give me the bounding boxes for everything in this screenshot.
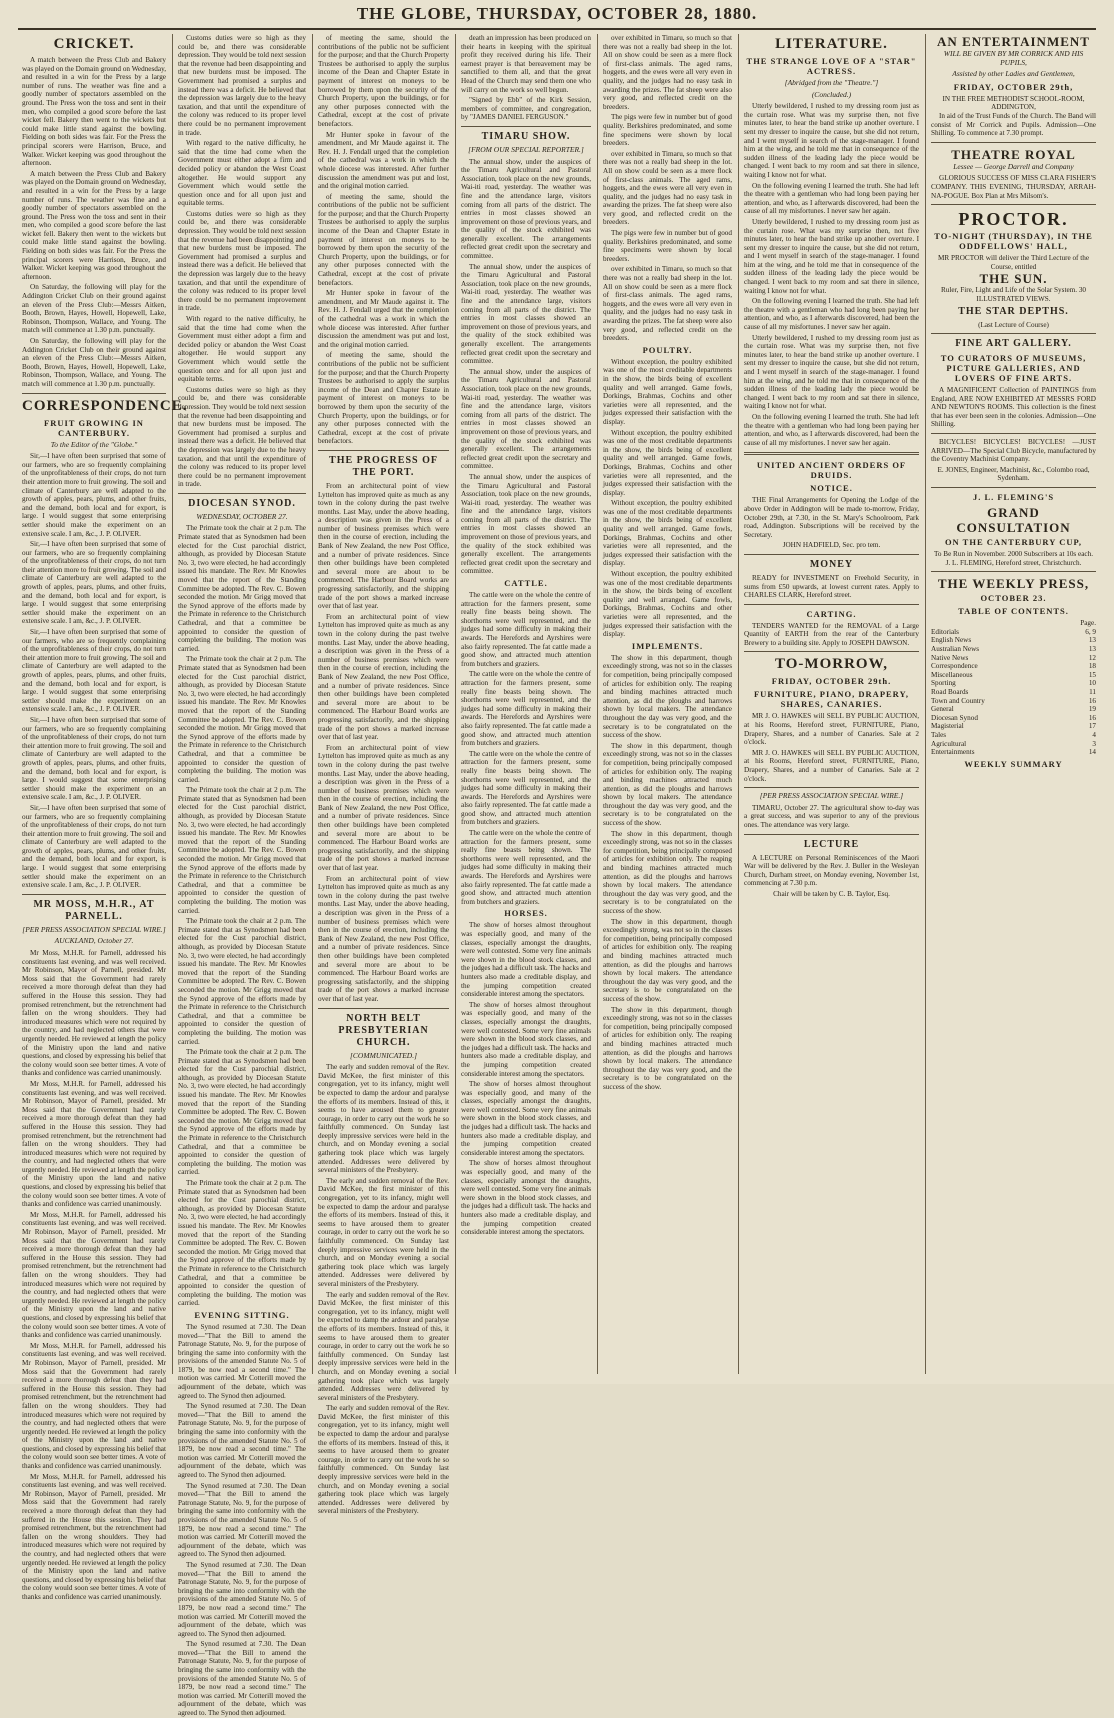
advert-heading: OCTOBER 23. [980, 593, 1047, 604]
toc-row [931, 671, 1096, 680]
toc-row [931, 679, 1096, 688]
article-text: With regard to the native difficulty, he said that the time had come when the Government must either adopt a firm and decided policy or abandon the West Coast altogether. He would support any Government which would settle the question once and for all upon just and equitable terms. [178, 315, 306, 384]
section-heading: CRICKET. [53, 36, 135, 52]
column-divider [455, 34, 456, 1374]
column-divider [925, 34, 926, 1374]
advert-text: IN THE FREE METHODIST SCHOOL-ROOM, ADDINGTON, [942, 94, 1085, 112]
toc-page: 14 [1088, 748, 1096, 757]
toc-item: Road Boards [931, 687, 969, 696]
article-text: On Saturday, the following will play for the Addington Cricket Club on their ground against an eleven of the Press Club:—Messrs Aitken, Booth, Brown, Hayes, Howell, Hopewell, Lake, Robinson, Thompson, Wallace, and Young. The match will commence at 1.30 p.m. punctually. [22, 283, 166, 335]
article-text: The Synod resumed at 7.30. The Dean moved—"That the Bill to amend the Patronage Statute, No. 9, for the purpose of bringing the same into conformity with the provisions of the amended Statute No. 5 of 1879, be now read a second time." The motion was carried. Mr Cotterill moved the adjournment of the debate, which was agreed to. The Synod then adjourned. [178, 1402, 306, 1479]
article-text: The Primate took the chair at 2 p.m. The Primate stated that as Synodsmen had been elected for the Cust parochial district, although, as provided by Diocesan Statute No. 3, two were elected, he had accordingly issued his mandate. The Rev. Mr Knowles moved that the report of the Standing Committee be adopted. The Rev. C. Bowen seconded the motion. Mr Grigg moved that the Synod approve of the efforts made by the Primate in reference to the Christchurch Cathedral, and that a committee be appointed to consider the question of completing the building. The motion was carried. [178, 1179, 306, 1308]
advert-text: BICYCLES! BICYCLES! BICYCLES! —JUST ARRIVED—The Special Club Bicycle, manufactured by the Coventry Machinist Company. [931, 438, 1096, 464]
article-text: Utterly bewildered, I rushed to my dressing room just as the curtain rose. What was my surprise then, not five minutes later, to hear the band strike up another overture. I sent my dresser to inquire the cause, but she did not return, and I went myself in search of the stage-manager. I found him at the wing, and he told me that in consequence of the sudden illness of the leading lady the piece would be changed. I went back to my room and sat there in silence, waiting I know not for what. [744, 102, 919, 179]
article-text: The Synod resumed at 7.30. The Dean moved—"That the Bill to amend the Patronage Statute, No. 9, for the purpose of bringing the same into conformity with the provisions of the amended Statute No. 5 of 1879, be now read a second time." The motion was carried. Mr Cotterill moved the adjournment of the debate, which was agreed to. The Synod then adjourned. [178, 1560, 306, 1638]
article-text: The Synod resumed at 7.30. The Dean moved—"That the Bill to amend the Patronage Statute, No. 9, for the purpose of bringing the same into conformity with the provisions of the amended Statute No. 5 of 1879, be now read a second time." The motion was carried. Mr Cotterill moved the adjournment of the debate, which was agreed to. The Synod then adjourned. [178, 1322, 306, 1400]
toc-row [931, 697, 1096, 706]
article-text: over exhibited in Timaru, so much so that there was not a really bad sheep in the lot. All on show could be seen as a mere flock of first-class animals. The aged rams, hoggets, and the ewes were all very even in quality, and the judges had no easy task in awarding the prizes. The fat sheep were also very good, and reflected credit on the breeders. [603, 265, 732, 343]
section-heading: THE PROGRESS OF THE PORT. [329, 454, 438, 478]
advert-text: TENDERS WANTED for the REMOVAL of a Large Quantity of EARTH from the rear of the Canterbury Brewery to a building site. Apply to JOSEPH DAWSON. [744, 621, 919, 647]
section-heading: HORSES. [504, 908, 548, 919]
advert-heading: THE STAR DEPTHS. [958, 305, 1069, 317]
advert-heading: J. L. FLEMING'S [972, 492, 1055, 503]
toc-item: Diocesan Synod [931, 713, 978, 722]
article-dateline: [PER PRESS ASSOCIATION SPECIAL WIRE.] [759, 791, 904, 801]
article-text: Mr Moss, M.H.R. for Parnell, addressed his constituents last evening, and was well received. Mr Robinson, Mayor of Parnell, presided. Mr Moss said that the Government had rarely received a more thorough defeat than they had suffered in the House this session. They had promised retrenchment, but the retrenchment had fallen on the wrong shoulders. They had introduced measures which were not required by the country, and had neglected others that were urgently needed. He reviewed at length the policy of the Ministry upon the land and native questions, and closed by expressing his belief that the colony would soon see better times. A vote of thanks and confidence was carried unanimously. [22, 1079, 166, 1209]
article-text: Utterly bewildered, I rushed to my dressing room just as the curtain rose. What was my surprise then, not five minutes later, to hear the band strike up another overture. I sent my dresser to inquire the cause, but she did not return, and I went myself in search of the stage-manager. I found him at the wing, and he told me that in consequence of the sudden illness of the leading lady the piece would be changed. I went back to my room and sat there in silence, waiting I know not for what. [744, 217, 919, 295]
advert-text: Assisted by other Ladies and Gentlemen, [952, 69, 1075, 79]
column-6 [744, 34, 919, 1374]
article-dateline: [PER PRESS ASSOCIATION SPECIAL WIRE.] [22, 924, 166, 934]
section-heading: MR MOSS, M.H.R., AT PARNELL. [33, 898, 155, 922]
article-text: Utterly bewildered, I rushed to my dressing room just as the curtain rose. What was my surprise then, not five minutes later, to hear the band strike up another overture. I sent my dresser to inquire the cause, but she did not return, and I went myself in search of the stage-manager. I found him at the wing, and he told me that in consequence of the sudden illness of the leading lady the piece would be changed. I went back to my room and sat there in silence, waiting I know not for what. [744, 333, 919, 411]
article-text: Mr Moss, M.H.R. for Parnell, addressed his constituents last evening, and was well received. Mr Robinson, Mayor of Parnell, presided. Mr Moss said that the Government had rarely received a more thorough defeat than they had suffered in the House this session. They had promised retrenchment, but the retrenchment had fallen on the wrong shoulders. They had introduced measures which were not required by the country, and had neglected others that were urgently needed. He reviewed at length the policy of the Ministry upon the land and native questions, and closed by expressing his belief that the colony would soon see better times. A vote of thanks and confidence was carried unanimously. [22, 1472, 166, 1601]
toc-item: Native News [931, 653, 969, 662]
advert-heading: FRIDAY, OCTOBER 29th, [953, 81, 1074, 92]
article-text: The early and sudden removal of the Rev. David McKee, the first minister of this congregation, yet to its infancy, might well be expected to damp the ardour and paralyse the efforts of its members. Instead of this, it seems to have aroused them to greater courage, in order to carry out the work he so faithfully commenced. On Sunday last deeply impressive services were held in the church, and on Monday evening a social gathering took place which was largely attended. Addresses were delivered by several ministers of the Presbytery. [318, 1404, 449, 1516]
article-text: The show in this department, though exceedingly strong, was not so in the classes for competition, being principally composed of articles for exhibition only. The reaping and binding machines attracted much attention, as did the ploughs and harrows shown by local makers. The attendance throughout the day was very good, and the secretary is to be congratulated on the success of the show. [603, 653, 732, 740]
article-text: The show in this department, though exceedingly strong, was not so in the classes for competition, being principally composed of articles for exhibition only. The reaping and binding machines attracted much attention, as did the ploughs and harrows shown by local makers. The attendance throughout the day was very good, and the secretary is to be congratulated on the success of the show. [603, 917, 732, 1003]
advert-heading: GRAND CONSULTATION [956, 505, 1071, 536]
article-text: On the following evening I learned the truth. She had left the theatre with a gentleman who had long been paying her attention, and who, as I afterwards discovered, had been the cause of all my misfortunes. I never saw her again. [744, 181, 919, 216]
advert-text: GLORIOUS SUCCESS OF MISS CLARA FISHER'S COMPANY. THIS EVENING, THURSDAY, ARRAH-NA-POGUE. Box Plan at Mrs Milsom's. [931, 174, 1096, 200]
toc-page: 11 [1089, 687, 1096, 696]
toc-page: 18 [1088, 662, 1096, 671]
advert-signature: Chair will be taken by C. B. Taylor, Esq. [773, 889, 890, 898]
article-text: death an impression has been produced on their hearts in keeping with the spiritual profit they received during his life. Their earnest prayer is that bereavement may be sanctified to them all, and that the great Head of the Church may send them one who will carry on the work so well begun. [461, 34, 591, 94]
article-text: Mr Moss, M.H.R. for Parnell, addressed his constituents last evening, and was well received. Mr Robinson, Mayor of Parnell, presided. Mr Moss said that the Government had rarely received a more thorough defeat than they had suffered in the House this session. They had promised retrenchment, but the retrenchment had fallen on the wrong shoulders. They had introduced measures which were not required by the country, and had neglected others that were urgently needed. He reviewed at length the policy of the Ministry upon the land and native questions, and closed by expressing his belief that the colony would soon see better times. A vote of thanks and confidence was carried unanimously. [22, 1341, 166, 1471]
article-text: The Primate took the chair at 2 p.m. The Primate stated that as Synodsmen had been elected for the Cust parochial district, although, as provided by Diocesan Statute No. 3, two were elected, he had accordingly issued his mandate. The Rev. Mr Knowles moved that the report of the Standing Committee be adopted. The Rev. C. Bowen seconded the motion. Mr Grigg moved that the Synod approve of the efforts made by the Primate in reference to the Christchurch Cathedral, and that a committee be appointed to consider the question of completing the building. The motion was carried. [178, 524, 306, 653]
article-text: The show in this department, though exceedingly strong, was not so in the classes for competition, being principally composed of articles for exhibition only. The reaping and binding machines attracted much attention, as did the ploughs and harrows shown by local makers. The attendance throughout the day was very good, and the secretary is to be congratulated on the success of the show. [603, 1005, 732, 1091]
advert-text: A MAGNIFICENT Collection of PAINTINGS from England, ARE NOW EXHIBITED AT MESSRS FORD AND NEWTON'S ROOMS. This collection is the finest that has ever been seen in the colonies. Admission—One Shilling. [931, 386, 1096, 429]
column-divider [312, 34, 313, 1374]
article-text: The pigs were few in number but of good quality. Berkshires predominated, and some fine specimens were shown by local breeders. [603, 113, 732, 148]
toc-page: 13 [1088, 645, 1096, 653]
article-dateline: [FROM OUR SPECIAL REPORTER.] [468, 144, 584, 154]
article-text: Without exception, the poultry exhibited was one of the most creditable departments in the show, the birds being of excellent quality and well arranged. Game fowls, Dorkings, Brahmas, Cochins and other varieties were all represented, and the judges expressed their satisfaction with the display. [603, 357, 732, 426]
masthead-rule [18, 28, 1096, 30]
advert-heading: FURNITURE, PIANO, DRAPERY, SHARES, CANARIES. [753, 689, 910, 710]
article-text: Customs duties were so high as they could be, and there was considerable depression. They would be told next session that the revenue had been disappointing and that new burdens must be imposed. The Government had promised a surplus and instead there was a deficit. He believed that the depression was largely due to the heavy taxation, and that until the expenditure of the colony was reduced to its proper level there could be no permanent improvement in trade. [178, 34, 306, 137]
article-text: Customs duties were so high as they could be, and there was considerable depression. They would be told next session that the revenue had been disappointing and that new burdens must be imposed. The Government had promised a surplus and instead there was a deficit. He believed that the depression was largely due to the heavy taxation, and that until the expenditure of the colony was reduced to its proper level there could be no permanent improvement in trade. [178, 385, 306, 489]
article-text: Customs duties were so high as they could be, and there was considerable depression. They would be told next session that the revenue had been disappointing and that new burdens must be imposed. The Government had promised a surplus and instead there was a deficit. He believed that the depression was largely due to the heavy taxation, and that until the expenditure of the colony was reduced to its proper level there could be no permanent improvement in trade. [178, 209, 306, 313]
toc-page: 10 [1088, 679, 1096, 688]
advert-text: (Last Lecture of Course) [978, 320, 1049, 329]
advert-heading: FRIDAY, OCTOBER 29th. [771, 676, 892, 687]
advert-signature: E. JONES, Engineer, Machinist, &c., Colombo road, Sydenham. [937, 465, 1090, 483]
article-text: "Signed by Ebb" of the Kirk Session, members of committee, and congregation, by "JAMES DANIEL FERGUSON." [461, 96, 591, 122]
article-text: Sir,—I have often been surprised that some of our farmers, who are so frequently complaining of the unprofitableness of their crops, do not turn their attention more to fruit growing. The soil and climate of Canterbury are well adapted to the growth of apples, pears, plums, and other fruits, and the demand, both local and for export, is large. I would suggest that some enterprising settler should make the experiment on an extensive scale. I am, &c., J. P. OLIVER. [22, 803, 166, 890]
toc-page: 12 [1088, 653, 1096, 662]
article-text: Without exception, the poultry exhibited was one of the most creditable departments in the show, the birds being of excellent quality and well arranged. Game fowls, Dorkings, Brahmas, Cochins and other varieties were all represented, and the judges expressed their satisfaction with the display. [603, 570, 732, 639]
toc-page: 16 [1088, 713, 1096, 722]
article-text: Sir,—I have often been surprised that some of our farmers, who are so frequently complaining of the unprofitableness of their crops, do not turn their attention more to fruit growing. The soil and climate of Canterbury are well adapted to the growth of apples, pears, plums, and other fruits, and the demand, both local and for export, is large. I would suggest that some enterprising settler should make the experiment on an extensive scale. I am, &c., J. P. OLIVER. [22, 452, 166, 538]
column-3 [318, 34, 449, 1516]
article-text: The annual show, under the auspices of the Timaru Agricultural and Pastoral Association, took place on the new grounds, Wai-iti road, yesterday. The weather was fine and the attendance large, visitors coming from all parts of the district. The entries in most classes showed an improvement on those of previous years, and the quality of the stock exhibited was generally excellent. The arrangements reflected great credit upon the secretary and committee. [461, 262, 591, 366]
article-text: The cattle were on the whole the centre of attraction for the farmers present, some really fine beasts being shown. The shorthorns were well represented, and the judges had some difficulty in making their awards. The Herefords and Ayrshires were also fairly represented. The fat cattle made a good show, and attracted much attention from butchers and graziers. [461, 749, 591, 827]
section-heading: EVENING SITTING. [194, 1309, 290, 1320]
article-subheading: THE STRANGE LOVE OF A "STAR" ACTRESS. [746, 56, 917, 76]
section-heading: NORTH BELT PRESBYTERIAN CHURCH. [338, 1012, 429, 1048]
toc-row [931, 654, 1096, 663]
toc-page: 15 [1088, 670, 1096, 679]
toc-item: Miscellaneous [931, 670, 973, 679]
article-text: The show of horses almost throughout was especially good, and many of the classes, especially amongst the draughts, were well contested. Some very fine animals were shown in the blood stock classes, and the judges had a difficult task. The hacks and hunters also made a creditable display, and the jumping competition created considerable interest among the spectators. [461, 921, 591, 999]
toc-row [931, 636, 1096, 645]
advert-heading: THE SUN. [979, 271, 1048, 287]
toc-row [931, 748, 1096, 757]
advert-text: THE Final Arrangements for Opening the Lodge of the above Order in Addington will be made to-morrow, Friday, October 29th, at 7.30, in the St. Mary's Schoolroom, Park road, Addington. Subscriptions will be received by the Secretary. [744, 496, 919, 539]
toc-item: Entertainments [931, 748, 975, 757]
toc-item: Town and Country [931, 696, 985, 705]
column-divider [597, 34, 598, 1374]
article-text: Mr Hunter spoke in favour of the amendment, and Mr Maude against it. The Rev. H. J. Fendall urged that the completion of the cathedral was a work in which the whole diocese was interested. After further discussion the amendment was put and lost, and the original motion carried. [318, 130, 449, 191]
article-text: The early and sudden removal of the Rev. David McKee, the first minister of this congregation, yet to its infancy, might well be expected to damp the ardour and paralyse the efforts of its members. Instead of this, it seems to have aroused them to greater courage, in order to carry out the work he so faithfully commenced. On Sunday last deeply impressive services were held in the church, and on Monday evening a social gathering took place which was largely attended. Addresses were delivered by several ministers of the Presbytery. [318, 1063, 449, 1175]
article-text: The show of horses almost throughout was especially good, and many of the classes, especially amongst the draughts, were well contested. Some very fine animals were shown in the blood stock classes, and the judges had a difficult task. The hacks and hunters also made a creditable display, and the jumping competition created considerable interest among the spectators. [461, 1159, 591, 1237]
article-text: The show of horses almost throughout was especially good, and many of the classes, especially amongst the draughts, were well contested. Some very fine animals were shown in the blood stock classes, and the judges had a difficult task. The hacks and hunters also made a creditable display, and the jumping competition created considerable interest among the spectators. [461, 1080, 591, 1157]
toc-page: 16 [1088, 696, 1096, 705]
toc-page: 4 [1092, 730, 1096, 739]
toc-row [931, 722, 1096, 731]
advert-heading: TO-NIGHT (THURSDAY), IN THE ODDFELLOWS' HALL, [934, 231, 1093, 252]
section-heading: CATTLE. [504, 578, 548, 589]
article-text: The cattle were on the whole the centre of attraction for the farmers present, some really fine beasts being shown. The shorthorns were well represented, and the judges had some difficulty in making their awards. The Herefords and Ayrshires were also fairly represented. The fat cattle made a good show, and attracted much attention from butchers and graziers. [461, 591, 591, 668]
advert-heading: NOTICE. [810, 483, 853, 494]
toc-item: Tales [931, 730, 947, 739]
article-text: The annual show, under the auspices of the Timaru Agricultural and Pastoral Association, took place on the new grounds, Wai-iti road, yesterday. The weather was fine and the attendance large, visitors coming from all parts of the district. The entries in most classes showed an improvement on those of previous years, and the quality of the stock exhibited was generally excellent. The arrangements reflected great credit upon the secretary and committee. [461, 472, 591, 576]
advert-text: MR J. O. HAWKES will SELL BY PUBLIC AUCTION, at his Rooms, Hereford street, FURNITURE, Piano, Drapery, Shares, and a number of Canaries. Sale at 2 o'clock. [744, 748, 919, 783]
article-dateline: [Abridged from the "Theatre."] [784, 78, 879, 87]
column-7 [931, 34, 1096, 1374]
article-text: of meeting the same, should the contributions of the public not be sufficient for the purpose; and that the Church Property Trustees be authorised to apply the surplus income of the Dean and Chapter Estate in payment of interest on moneys to be borrowed by them upon the security of the Church Property, upon the buildings, or for any other purposes connected with the Cathedral, except at the cost of private benefactors. [318, 351, 449, 446]
article-text: The show in this department, though exceedingly strong, was not so in the classes for competition, being principally composed of articles for exhibition only. The reaping and binding machines attracted much attention, as did the ploughs and harrows shown by local makers. The attendance throughout the day was very good, and the secretary is to be congratulated on the success of the show. [603, 741, 732, 828]
article-text: On the following evening I learned the truth. She had left the theatre with a gentleman who had long been paying her attention, and who, as I afterwards discovered, had been the cause of all my misfortunes. I never saw her again. [744, 412, 919, 447]
advert-text: A LECTURE on Personal Reminiscences of the Maori War will be delivered by the Rev. J. Buller in the Wesleyan Church, Durham street, on Monday evening, November 1st, commencing at 7.30 p.m. [744, 853, 919, 888]
advert-text: Lessee — George Darrell and Company [953, 161, 1074, 171]
section-heading: DIOCESAN SYNOD. [188, 497, 296, 509]
article-text: TIMARU, October 27. The agricultural show to-day was a great success, and was superior to any of the previous ones. The attendance was very large. [744, 803, 919, 829]
article-text: On Saturday, the following will play for the Addington Cricket Club on their ground against an eleven of the Press Club:—Messrs Aitken, Booth, Brown, Hayes, Howell, Hopewell, Lake, Robinson, Thompson, Wallace, and Young. The match will commence at 1.30 p.m. punctually. [22, 337, 166, 388]
advert-heading: LECTURE [803, 838, 860, 850]
toc-row [931, 662, 1096, 671]
toc-item: Magisterial [931, 722, 964, 731]
article-text: The show in this department, though exceedingly strong, was not so in the classes for competition, being principally composed of articles for exhibition only. The reaping and binding machines attracted much attention, as did the ploughs and harrows shown by local makers. The attendance throughout the day was very good, and the secretary is to be congratulated on the success of the show. [603, 829, 732, 915]
section-heading: TIMARU SHOW. [481, 130, 571, 142]
advert-heading: AN ENTERTAINMENT [937, 34, 1090, 49]
section-heading: LITERATURE. [775, 36, 888, 52]
masthead: THE GLOBE, THURSDAY, OCTOBER 28, 1880. [356, 4, 758, 23]
article-text: The early and sudden removal of the Rev. David McKee, the first minister of this congregation, yet to its infancy, might well be expected to damp the ardour and paralyse the efforts of its members. Instead of this, it seems to have aroused them to greater courage, in order to carry out the work he so faithfully commenced. On Sunday last deeply impressive services were held in the church, and on Monday evening a social gathering took place which was largely attended. Addresses were delivered by several ministers of the Presbytery. [318, 1290, 449, 1402]
advert-heading: ON THE CANTERBURY CUP, [944, 537, 1083, 548]
advert-text: WILL BE GIVEN BY MR CORRICK AND HIS PUPILS, [943, 49, 1084, 67]
toc-row [931, 731, 1096, 740]
article-text: The Primate took the chair at 2 p.m. The Primate stated that as Synodsmen had been elected for the Cust parochial district, although, as provided by Diocesan Statute No. 3, two were elected, he had accordingly issued his mandate. The Rev. Mr Knowles moved that the report of the Standing Committee be adopted. The Rev. C. Bowen seconded the motion. Mr Grigg moved that the Synod approve of the efforts made by the Primate in reference to the Christchurch Cathedral, and that a committee be appointed to consider the question of completing the building. The motion was carried. [178, 1048, 306, 1177]
toc-row [931, 688, 1096, 697]
article-text: With regard to the native difficulty, he said that the time had come when the Government must either adopt a firm and decided policy or abandon the West Coast altogether. He would support any Government which would settle the question once and for all upon just and equitable terms. [178, 139, 306, 208]
toc-row [931, 628, 1096, 637]
column-4 [461, 34, 591, 1374]
section-heading: IMPLEMENTS. [631, 640, 704, 651]
article-text: Sir,—I have often been surprised that some of our farmers, who are so frequently complaining of the unprofitableness of their crops, do not turn their attention more to fruit growing. The soil and climate of Canterbury are well adapted to the growth of apples, pears, plums, and other fruits, and the demand, both local and for export, is large. I would suggest that some enterprising settler should make the experiment on an extensive scale. I am, &c., J. P. OLIVER. [22, 715, 166, 802]
article-text: of meeting the same, should the contributions of the public not be sufficient for the purpose; and that the Church Property Trustees be authorised to apply the surplus income of the Dean and Chapter Estate in payment of interest on moneys to be borrowed by them upon the security of the Church Property, upon the buildings, or for any other purposes connected with the Cathedral, except at the cost of private benefactors. [318, 192, 449, 287]
article-text: On the following evening I learned the truth. She had left the theatre with a gentleman who had long been paying her attention, and who, as I afterwards discovered, had been the cause of all my misfortunes. I never saw her again. [744, 297, 919, 332]
article-dateline: [COMMUNICATED.] [349, 1050, 418, 1060]
column-divider [738, 34, 739, 1374]
advert-heading: CARTING. [806, 608, 857, 619]
article-text: The show of horses almost throughout was especially good, and many of the classes, especially amongst the draughts, were well contested. Some very fine animals were shown in the blood stock classes, and the judges had a difficult task. The hacks and hunters also made a creditable display, and the jumping competition created considerable interest among the spectators. [461, 1000, 591, 1078]
column-2 [178, 34, 306, 1718]
article-text: over exhibited in Timaru, so much so that there was not a really bad sheep in the lot. All on show could be seen as a mere flock of first-class animals. The aged rams, hoggets, and the ewes were all very even in quality, and the judges had no easy task in awarding the prizes. The fat sheep were also very good, and reflected credit on the breeders. [603, 34, 732, 111]
advert-heading: TABLE OF CONTENTS. [958, 606, 1069, 617]
section-heading: POULTRY. [642, 344, 693, 355]
advert-text: To Be Run in November. 2000 Subscribers at 10s each. [934, 550, 1093, 559]
article-text: The annual show, under the auspices of the Timaru Agricultural and Pastoral Association, took place on the new grounds, Wai-iti road, yesterday. The weather was fine and the attendance large, visitors coming from all parts of the district. The entries in most classes showed an improvement on those of previous years, and the quality of the stock exhibited was generally excellent. The arrangements reflected great credit upon the secretary and committee. [461, 367, 591, 471]
article-text: From an architectural point of view Lyttelton has improved quite as much as any town in the colony during the past twelve months. Last May, under the above heading, a description was given in the Press of a number of business premises which were then in the course of erection, including the Bank of New Zealand, the new Post Office, and a number of private residences. Since then other buildings have been completed and several more are about to be commenced. The Harbour Board works are progressing satisfactorily, and the shipping trade of the port shows a marked increase over that of last year. [318, 743, 449, 873]
toc-row [931, 705, 1096, 714]
toc-item: Correspondence [931, 662, 978, 671]
article-text: The Synod resumed at 7.30. The Dean moved—"That the Bill to amend the Patronage Statute, No. 9, for the purpose of bringing the same into conformity with the provisions of the amended Statute No. 5 of 1879, be now read a second time." The motion was carried. Mr Cotterill moved the adjournment of the debate, which was agreed to. The Synod then adjourned. [178, 1481, 306, 1559]
article-text: Mr Moss, M.H.R. for Parnell, addressed his constituents last evening, and was well received. Mr Robinson, Mayor of Parnell, presided. Mr Moss said that the Government had rarely received a more thorough defeat than they had suffered in the House this session. They had promised retrenchment, but the retrenchment had fallen on the wrong shoulders. They had introduced measures which were not required by the country, and had neglected others that were urgently needed. He reviewed at length the policy of the Ministry upon the land and native questions, and closed by expressing his belief that the colony would soon see better times. A vote of thanks and confidence was carried unanimously. [22, 1210, 166, 1340]
toc-item: English News [931, 636, 972, 645]
toc-row [931, 645, 1096, 654]
article-dateline: (Concluded.) [811, 89, 852, 99]
toc-page: 17 [1088, 722, 1096, 731]
article-text: The cattle were on the whole the centre of attraction for the farmers present, some really fine beasts being shown. The shorthorns were well represented, and the judges had some difficulty in making their awards. The Herefords and Ayrshires were also fairly represented. The fat cattle made a good show, and attracted much attention from butchers and graziers. [461, 670, 591, 748]
article-text: Mr Moss, M.H.R. for Parnell, addressed his constituents last evening, and was well received. Mr Robinson, Mayor of Parnell, presided. Mr Moss said that the Government had rarely received a more thorough defeat than they had suffered in the House this session. They had promised retrenchment, but the retrenchment had fallen on the wrong shoulders. They had introduced measures which were not required by the country, and had neglected others that were urgently needed. He reviewed at length the policy of the Ministry upon the land and native questions, and closed by expressing his belief that the colony would soon see better times. A vote of thanks and confidence was carried unanimously. [22, 949, 166, 1078]
article-text: The Primate took the chair at 2 p.m. The Primate stated that as Synodsmen had been elected for the Cust parochial district, although, as provided by Diocesan Statute No. 3, two were elected, he had accordingly issued his mandate. The Rev. Mr Knowles moved that the report of the Standing Committee be adopted. The Rev. C. Bowen seconded the motion. Mr Grigg moved that the Synod approve of the efforts made by the Primate in reference to the Christchurch Cathedral, and that a committee be appointed to consider the question of completing the building. The motion was carried. [178, 917, 306, 1046]
article-subheading: FRUIT GROWING IN CANTERBURY. [44, 417, 144, 438]
advert-heading: TO-MORROW, [775, 656, 888, 673]
article-text: From an architectural point of view Lyttelton has improved quite as much as any town in the colony during the past twelve months. Last May, under the above heading, a description was given in the Press of a number of business premises which were then in the course of erection, including the Bank of New Zealand, the new Post Office, and a number of private residences. Since then other buildings have been completed and several more are about to be commenced. The Harbour Board works are progressing satisfactorily, and the shipping trade of the port shows a marked increase over that of last year. [318, 481, 449, 611]
advert-text: READY for INVESTMENT on Freehold Security, in sums from £50 upwards, at lowest current rates. Apply to CHARLES CLARK, Hereford street. [744, 573, 919, 600]
advert-heading: PROCTOR. [958, 209, 1069, 230]
article-text: A match between the Press Club and Bakery was played on the Domain ground on Wednesday, and resulted in a win for the Press by a large number of runs. The weather was fine and a goodly number of spectators assembled on the ground. The Press won the toss and sent in their men, who compiled a good score before the last wicket fell. Bakery then went to the wickets but could make little stand against the bowling. Fielding on both sides was fair. For the Press the principal scorers were Harrison, Bruce, and Walker. Wicket keeping was good throughout the afternoon. [22, 56, 166, 168]
advert-heading: THE WEEKLY PRESS, [937, 576, 1090, 592]
advert-heading: WEEKLY SUMMARY [964, 758, 1063, 769]
article-text: Without exception, the poultry exhibited was one of the most creditable departments in the show, the birds being of excellent quality and well arranged. Game fowls, Dorkings, Brahmas, Cochins and other varieties were all represented, and the judges expressed their satisfaction with the display. [603, 428, 732, 497]
article-text: of meeting the same, should the contributions of the public not be sufficient for the purpose; and that the Church Property Trustees be authorised to apply the surplus income of the Dean and Chapter Estate in payment of interest on moneys to be borrowed by them upon the security of the Church Property, upon the buildings, or for any other purposes connected with the Cathedral, except at the cost of private benefactors. [318, 34, 449, 128]
article-text: Sir,—I have often been surprised that some of our farmers, who are so frequently complaining of the unprofitableness of their crops, do not turn their attention more to fruit growing. The soil and climate of Canterbury are well adapted to the growth of apples, pears, plums, and other fruits, and the demand, both local and for export, is large. I would suggest that some enterprising settler should make the experiment on an extensive scale. I am, &c., J. P. OLIVER. [22, 540, 166, 626]
article-text: The cattle were on the whole the centre of attraction for the farmers present, some really fine beasts being shown. The shorthorns were well represented, and the judges had some difficulty in making their awards. The Herefords and Ayrshires were also fairly represented. The fat cattle made a good show, and attracted much attention from butchers and graziers. [461, 829, 591, 906]
article-text: The early and sudden removal of the Rev. David McKee, the first minister of this congregation, yet to its infancy, might well be expected to damp the ardour and paralyse the efforts of its members. Instead of this, it seems to have aroused them to greater courage, in order to carry out the work he so faithfully commenced. On Sunday last deeply impressive services were held in the church, and on Monday evening a social gathering took place which was largely attended. Addresses were delivered by several ministers of the Presbytery. [318, 1176, 449, 1288]
article-dateline: To the Editor of the "Globe." [50, 439, 138, 449]
article-text: A match between the Press Club and Bakery was played on the Domain ground on Wednesday, and resulted in a win for the Press by a large number of runs. The weather was fine and a goodly number of spectators assembled on the ground. The Press won the toss and sent in their men, who compiled a good score before the last wicket fell. Bakery then went to the wickets but could make little stand against the bowling. Fielding on both sides was fair. For the Press the principal scorers were Harrison, Bruce, and Walker. Wicket keeping was good throughout the afternoon. [22, 169, 166, 281]
advert-heading: THEATRE ROYAL [951, 146, 1076, 162]
advert-signature: JOHN HADFIELD, Sec. pro tem. [782, 541, 881, 550]
advert-heading: TO CURATORS OF MUSEUMS, PICTURE GALLERIES, AND LOVERS OF FINE ARTS. [940, 353, 1087, 384]
advert-heading: MONEY [809, 558, 854, 570]
toc-item: Agricultural [931, 739, 967, 748]
article-dateline: AUCKLAND, October 27. [54, 936, 134, 946]
article-text: From an architectural point of view Lyttelton has improved quite as much as any town in the colony during the past twelve months. Last May, under the above heading, a description was given in the Press of a number of business premises which were then in the course of erection, including the Bank of New Zealand, the new Post Office, and a number of private residences. Since then other buildings have been completed and several more are about to be commenced. The Harbour Board works are progressing satisfactorily, and the shipping trade of the port shows a marked increase over that of last year. [318, 874, 449, 1003]
column-divider [172, 34, 173, 1374]
column-5 [603, 34, 732, 1374]
column-1 [22, 34, 188, 1601]
toc-item: General [931, 705, 954, 714]
toc-item: Editorials [931, 627, 959, 636]
article-text: Sir,—I have often been surprised that some of our farmers, who are so frequently complaining of the unprofitableness of their crops, do not turn their attention more to fruit growing. The soil and climate of Canterbury are well adapted to the growth of apples, pears, plums, and other fruits, and the demand, both local and for export, is large. I would suggest that some enterprising settler should make the experiment on an extensive scale. I am, &c., J. P. OLIVER. [22, 628, 166, 714]
toc-row [931, 740, 1096, 749]
advert-heading: FINE ART GALLERY. [955, 338, 1072, 350]
article-text: The pigs were few in number but of good quality. Berkshires predominated, and some fine specimens were shown by local breeders. [603, 229, 732, 263]
advert-heading: UNITED ANCIENT ORDERS OF DRUIDS. [756, 460, 907, 481]
article-text: Mr Hunter spoke in favour of the amendment, and Mr Maude against it. The Rev. H. J. Fendall urged that the completion of the cathedral was a work in which the whole diocese was interested. After further discussion the amendment was put and lost, and the original motion carried. [318, 289, 449, 349]
article-text: From an architectural point of view Lyttelton has improved quite as much as any town in the colony during the past twelve months. Last May, under the above heading, a description was given in the Press of a number of business premises which were then in the course of erection, including the Bank of New Zealand, the new Post Office, and a number of private residences. Since then other buildings have been completed and several more are about to be commenced. The Harbour Board works are progressing satisfactorily, and the shipping trade of the port shows a marked increase over that of last year. [318, 612, 449, 742]
advert-text: MR PROCTOR will deliver the Third Lecture of the Course, entitled [937, 254, 1090, 271]
toc-page: 3 [1092, 739, 1096, 748]
article-text: The Primate took the chair at 2 p.m. The Primate stated that as Synodsmen had been elected for the Cust parochial district, although, as provided by Diocesan Statute No. 3, two were elected, he had accordingly issued his mandate. The Rev. Mr Knowles moved that the report of the Standing Committee be adopted. The Rev. C. Bowen seconded the motion. Mr Grigg moved that the Synod approve of the efforts made by the Primate in reference to the Christchurch Cathedral, and that a committee be appointed to consider the question of completing the building. The motion was carried. [178, 655, 306, 784]
advert-text: MR J. O. HAWKES will SELL BY PUBLIC AUCTION, at his Rooms, Hereford street, FURNITURE, Piano, Drapery, Shares, and a number of Canaries. Sale at 2 o'clock. [744, 712, 919, 747]
section-heading: CORRESPONDENCE. [22, 397, 188, 414]
toc-page: 13 [1088, 636, 1096, 645]
article-text: The annual show, under the auspices of the Timaru Agricultural and Pastoral Association, took place on the new grounds, Wai-iti road, yesterday. The weather was fine and the attendance large, visitors coming from all parts of the district. The entries in most classes showed an improvement on those of previous years, and the quality of the stock exhibited was generally excellent. The arrangements reflected great credit upon the secretary and committee. [461, 157, 591, 261]
toc-item: Australian News [931, 645, 980, 653]
toc-row [931, 714, 1096, 723]
article-text: The Primate took the chair at 2 p.m. The Primate stated that as Synodsmen had been elected for the Cust parochial district, although, as provided by Diocesan Statute No. 3, two were elected, he had accordingly issued his mandate. The Rev. Mr Knowles moved that the report of the Standing Committee be adopted. The Rev. C. Bowen seconded the motion. Mr Grigg moved that the Synod approve of the efforts made by the Primate in reference to the Christchurch Cathedral, and that a committee be appointed to consider the question of completing the building. The motion was carried. [178, 786, 306, 915]
article-text: Without exception, the poultry exhibited was one of the most creditable departments in the show, the birds being of excellent quality and well arranged. Game fowls, Dorkings, Brahmas, Cochins and other varieties were all represented, and the judges expressed their satisfaction with the display. [603, 499, 732, 568]
toc-page: 6, 9 [1085, 627, 1096, 636]
article-text: The Synod resumed at 7.30. The Dean moved—"That the Bill to amend the Patronage Statute, No. 9, for the purpose of bringing the same into conformity with the provisions of the amended Statute No. 5 of 1879, be now read a second time." The motion was carried. Mr Cotterill moved the adjournment of the debate, which was agreed to. The Synod then adjourned. [178, 1640, 306, 1718]
toc-page: 19 [1088, 705, 1096, 714]
table-of-contents [931, 628, 1096, 757]
advert-text: In aid of the Trust Funds of the Church. The Band will consist of Mr Corrick and Pupils. Admission—One Shilling. To commence at 7.30 prompt. [931, 111, 1096, 138]
article-dateline: WEDNESDAY, OCTOBER 27. [196, 511, 288, 521]
advert-text: Ruler, Fire, Light and Life of the Solar System. 30 ILLUSTRATED VIEWS. [940, 286, 1087, 303]
toc-item: Sporting [931, 679, 956, 688]
article-text: over exhibited in Timaru, so much so that there was not a really bad sheep in the lot. All on show could be seen as a mere flock of first-class animals. The aged rams, hoggets, and the ewes were all very even in quality, and the judges had no easy task in awarding the prizes. The fat sheep were also very good, and reflected credit on the breeders. [603, 149, 732, 227]
advert-signature: J. L. FLEMING, Hereford street, Christchurch. [945, 558, 1082, 567]
toc-header: Page. [1080, 619, 1096, 628]
